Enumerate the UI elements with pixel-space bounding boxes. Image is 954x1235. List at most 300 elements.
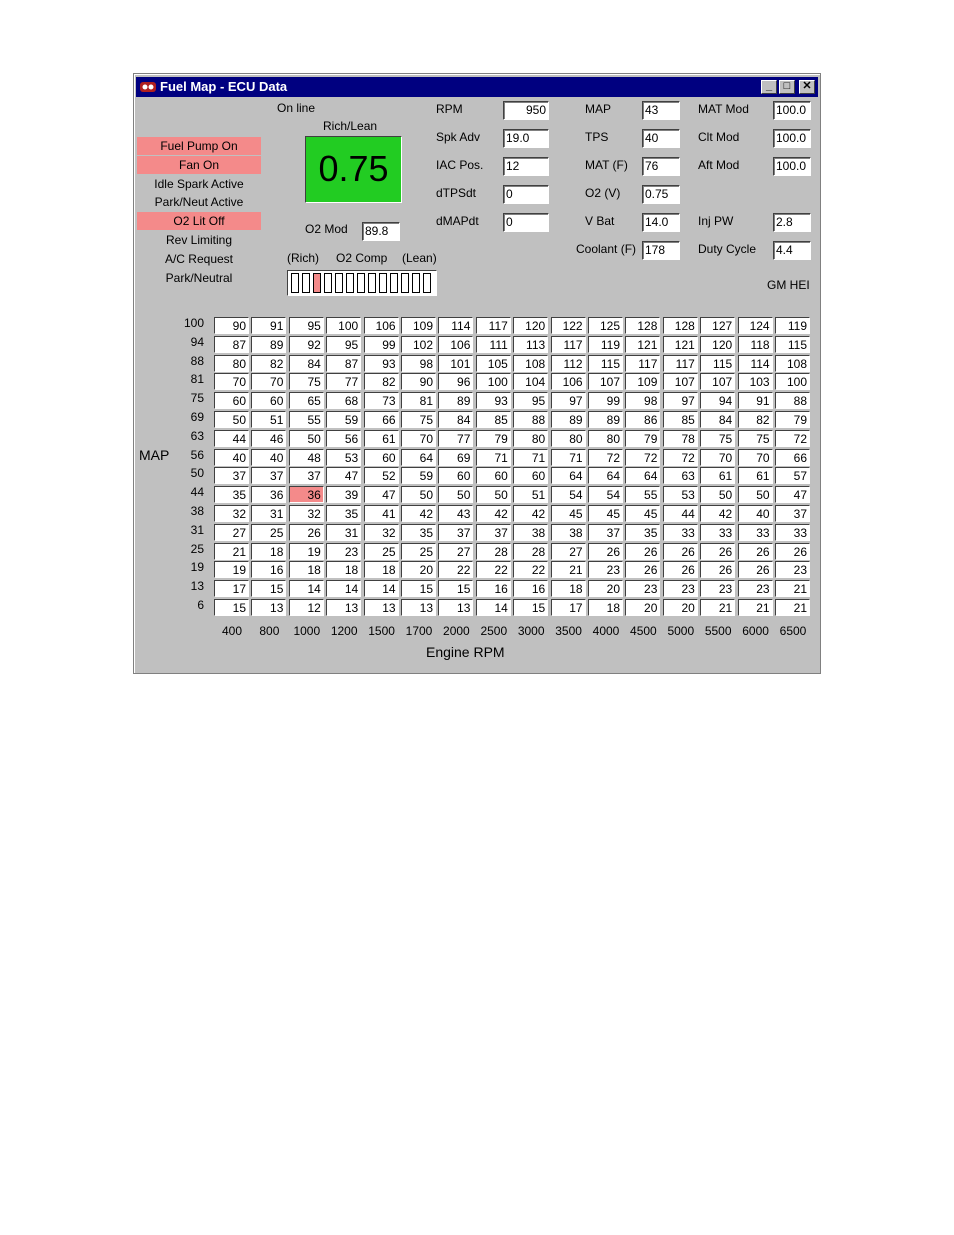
table-cell[interactable]: 35 [326, 505, 361, 522]
table-cell[interactable]: 77 [438, 430, 473, 447]
table-cell[interactable]: 33 [700, 524, 735, 541]
table-cell[interactable]: 64 [551, 467, 586, 484]
table-cell[interactable]: 51 [513, 486, 548, 503]
table-cell[interactable]: 18 [364, 561, 399, 578]
table-cell[interactable]: 86 [625, 411, 660, 428]
table-cell[interactable]: 82 [251, 355, 286, 372]
table-cell[interactable]: 106 [551, 373, 586, 390]
table-cell[interactable]: 107 [588, 373, 623, 390]
table-cell[interactable]: 111 [476, 336, 511, 353]
table-cell[interactable]: 21 [775, 599, 810, 616]
table-cell[interactable]: 114 [438, 317, 473, 334]
table-cell[interactable]: 89 [251, 336, 286, 353]
table-cell[interactable]: 99 [364, 336, 399, 353]
table-cell[interactable]: 35 [625, 524, 660, 541]
map-axis-label: MAP [139, 447, 170, 463]
rpm-axis-value: 1000 [293, 624, 321, 638]
table-cell[interactable]: 25 [251, 524, 286, 541]
table-cell[interactable]: 56 [326, 430, 361, 447]
status-item: Park/Neut Active [154, 195, 244, 210]
rpm-axis-value: 400 [221, 624, 243, 638]
table-cell[interactable]: 72 [663, 449, 698, 466]
minimize-button[interactable]: _ [761, 80, 777, 94]
table-cell[interactable]: 108 [513, 355, 548, 372]
table-cell[interactable]: 80 [551, 430, 586, 447]
table-cell[interactable]: 114 [738, 355, 773, 372]
table-cell[interactable]: 61 [738, 467, 773, 484]
table-cell[interactable]: 128 [625, 317, 660, 334]
table-cell[interactable]: 117 [476, 317, 511, 334]
table-cell[interactable]: 14 [364, 580, 399, 597]
table-cell[interactable]: 50 [700, 486, 735, 503]
table-cell[interactable]: 78 [663, 430, 698, 447]
table-cell[interactable]: 50 [738, 486, 773, 503]
table-cell[interactable]: 97 [663, 392, 698, 409]
table-cell[interactable]: 13 [401, 599, 436, 616]
table-cell[interactable]: 91 [738, 392, 773, 409]
table-cell[interactable]: 13 [326, 599, 361, 616]
table-cell[interactable]: 40 [738, 505, 773, 522]
table-cell[interactable]: 35 [401, 524, 436, 541]
table-cell[interactable]: 53 [326, 449, 361, 466]
table-cell[interactable]: 18 [289, 561, 324, 578]
param-field[interactable]: 950 [503, 101, 549, 120]
table-cell[interactable]: 13 [438, 599, 473, 616]
table-cell[interactable]: 75 [401, 411, 436, 428]
table-cell[interactable]: 80 [214, 355, 249, 372]
table-cell[interactable]: 64 [401, 449, 436, 466]
table-cell[interactable]: 85 [476, 411, 511, 428]
table-cell[interactable]: 53 [663, 486, 698, 503]
gm-hei-label: GM HEI [767, 278, 810, 292]
table-cell[interactable]: 26 [738, 561, 773, 578]
table-cell[interactable]: 17 [551, 599, 586, 616]
table-cell[interactable]: 60 [214, 392, 249, 409]
table-cell[interactable]: 127 [700, 317, 735, 334]
table-cell[interactable]: 32 [364, 524, 399, 541]
table-cell[interactable]: 35 [214, 486, 249, 503]
table-cell[interactable]: 85 [663, 411, 698, 428]
table-cell[interactable]: 119 [775, 317, 810, 334]
table-cell[interactable]: 70 [738, 449, 773, 466]
table-cell[interactable]: 68 [326, 392, 361, 409]
param-field[interactable]: 4.4 [773, 241, 811, 260]
param-field[interactable]: 100.0 [773, 129, 811, 148]
param-field[interactable]: 14.0 [642, 213, 680, 232]
rpm-axis-value: 2000 [443, 624, 470, 638]
table-cell[interactable]: 37 [438, 524, 473, 541]
table-cell[interactable]: 33 [738, 524, 773, 541]
table-cell[interactable]: 20 [401, 561, 436, 578]
table-cell[interactable]: 65 [289, 392, 324, 409]
table-cell[interactable]: 33 [775, 524, 810, 541]
map-axis-value: 6 [197, 598, 204, 612]
table-cell[interactable]: 50 [289, 430, 324, 447]
table-cell[interactable]: 37 [289, 467, 324, 484]
table-cell[interactable]: 70 [214, 373, 249, 390]
table-cell[interactable]: 89 [551, 411, 586, 428]
table-cell[interactable]: 14 [326, 580, 361, 597]
table-cell[interactable]: 26 [289, 524, 324, 541]
table-cell[interactable]: 100 [476, 373, 511, 390]
table-cell[interactable]: 107 [663, 373, 698, 390]
table-cell[interactable]: 17 [214, 580, 249, 597]
table-cell[interactable]: 115 [700, 355, 735, 372]
table-cell[interactable]: 37 [476, 524, 511, 541]
table-cell[interactable]: 117 [551, 336, 586, 353]
table-cell[interactable]: 120 [513, 317, 548, 334]
table-cell[interactable]: 66 [364, 411, 399, 428]
table-cell[interactable]: 71 [513, 449, 548, 466]
table-cell[interactable]: 25 [364, 543, 399, 560]
table-cell[interactable]: 26 [625, 543, 660, 560]
table-cell[interactable]: 20 [663, 599, 698, 616]
table-cell[interactable]: 42 [476, 505, 511, 522]
table-cell[interactable]: 44 [214, 430, 249, 447]
table-cell[interactable]: 59 [326, 411, 361, 428]
table-cell[interactable]: 22 [438, 561, 473, 578]
table-cell[interactable]: 105 [476, 355, 511, 372]
table-cell[interactable]: 89 [438, 392, 473, 409]
table-cell[interactable]: 97 [551, 392, 586, 409]
table-cell[interactable]: 19 [289, 543, 324, 560]
table-cell[interactable]: 93 [364, 355, 399, 372]
table-cell[interactable]: 46 [251, 430, 286, 447]
table-cell[interactable]: 48 [289, 449, 324, 466]
table-cell[interactable]: 108 [775, 355, 810, 372]
table-cell[interactable]: 36 [251, 486, 286, 503]
table-cell[interactable]: 87 [214, 336, 249, 353]
table-cell[interactable]: 101 [438, 355, 473, 372]
table-cell[interactable]: 21 [214, 543, 249, 560]
param-field[interactable]: 178 [642, 241, 680, 260]
table-cell[interactable]: 124 [738, 317, 773, 334]
table-cell[interactable]: 40 [251, 449, 286, 466]
table-cell[interactable]: 107 [700, 373, 735, 390]
table-cell[interactable]: 77 [326, 373, 361, 390]
table-cell[interactable]: 33 [663, 524, 698, 541]
table-cell[interactable]: 64 [625, 467, 660, 484]
table-cell[interactable]: 26 [738, 543, 773, 560]
table-cell[interactable]: 23 [663, 580, 698, 597]
table-cell[interactable]: 26 [663, 561, 698, 578]
table-cell[interactable]: 16 [251, 561, 286, 578]
table-cell[interactable]: 75 [289, 373, 324, 390]
table-cell[interactable]: 90 [214, 317, 249, 334]
table-cell[interactable]: 118 [738, 336, 773, 353]
table-cell[interactable]: 23 [738, 580, 773, 597]
table-cell[interactable]: 20 [625, 599, 660, 616]
table-cell[interactable]: 26 [588, 543, 623, 560]
table-cell[interactable]: 37 [214, 467, 249, 484]
rpm-axis-value: 2500 [480, 624, 508, 638]
table-cell[interactable]: 89 [588, 411, 623, 428]
table-cell[interactable]: 81 [401, 392, 436, 409]
table-row [214, 336, 812, 354]
table-cell[interactable]: 60 [513, 467, 548, 484]
table-cell[interactable]: 95 [326, 336, 361, 353]
table-cell[interactable]: 38 [513, 524, 548, 541]
table-cell[interactable]: 79 [476, 430, 511, 447]
table-cell[interactable]: 95 [513, 392, 548, 409]
table-cell[interactable]: 40 [214, 449, 249, 466]
table-cell[interactable]: 91 [251, 317, 286, 334]
table-cell[interactable]: 21 [738, 599, 773, 616]
table-cell[interactable]: 61 [700, 467, 735, 484]
table-cell[interactable]: 32 [214, 505, 249, 522]
table-cell[interactable]: 41 [364, 505, 399, 522]
table-cell[interactable]: 121 [663, 336, 698, 353]
table-cell[interactable]: 80 [588, 430, 623, 447]
table-cell[interactable]: 19 [214, 561, 249, 578]
table-row [214, 561, 812, 579]
table-cell[interactable]: 117 [663, 355, 698, 372]
table-cell[interactable]: 117 [625, 355, 660, 372]
o2-comp-lean-label: (Lean) [402, 251, 437, 265]
table-cell[interactable]: 104 [513, 373, 548, 390]
table-cell[interactable]: 88 [513, 411, 548, 428]
param-field[interactable]: 0.75 [642, 185, 680, 204]
table-cell[interactable]: 42 [700, 505, 735, 522]
table-cell[interactable]: 26 [700, 543, 735, 560]
param-field[interactable]: 0 [503, 185, 549, 204]
map-axis-value: 69 [190, 410, 204, 424]
table-cell[interactable]: 26 [625, 561, 660, 578]
table-cell[interactable]: 23 [625, 580, 660, 597]
param-field[interactable]: 12 [503, 157, 549, 176]
table-cell[interactable]: 84 [700, 411, 735, 428]
table-row [214, 467, 812, 485]
table-cell[interactable]: 106 [438, 336, 473, 353]
table-cell[interactable]: 23 [326, 543, 361, 560]
table-cell[interactable]: 18 [588, 599, 623, 616]
table-cell[interactable]: 52 [364, 467, 399, 484]
table-cell[interactable]: 50 [401, 486, 436, 503]
table-cell[interactable]: 27 [214, 524, 249, 541]
table-cell[interactable]: 87 [326, 355, 361, 372]
table-cell[interactable]: 72 [625, 449, 660, 466]
table-cell[interactable]: 60 [364, 449, 399, 466]
table-cell[interactable]: 13 [251, 599, 286, 616]
table-cell[interactable]: 27 [438, 543, 473, 560]
table-cell[interactable]: 79 [775, 411, 810, 428]
table-cell[interactable]: 44 [663, 505, 698, 522]
table-cell[interactable]: 50 [438, 486, 473, 503]
table-cell[interactable]: 63 [663, 467, 698, 484]
table-cell[interactable]: 122 [551, 317, 586, 334]
table-cell[interactable]: 92 [289, 336, 324, 353]
table-row [214, 317, 812, 335]
status-item: O2 Lit Off [137, 212, 261, 230]
table-cell[interactable]: 84 [289, 355, 324, 372]
table-cell[interactable]: 70 [251, 373, 286, 390]
table-cell[interactable]: 15 [513, 599, 548, 616]
table-cell[interactable]: 115 [588, 355, 623, 372]
table-cell[interactable]: 47 [326, 467, 361, 484]
table-cell[interactable]: 66 [775, 449, 810, 466]
table-cell[interactable]: 120 [700, 336, 735, 353]
table-cell[interactable]: 22 [513, 561, 548, 578]
table-cell[interactable]: 96 [438, 373, 473, 390]
table-cell[interactable]: 23 [700, 580, 735, 597]
table-cell[interactable]: 99 [588, 392, 623, 409]
status-item: A/C Request [164, 251, 234, 266]
table-cell[interactable]: 25 [401, 543, 436, 560]
param-field[interactable]: 19.0 [503, 129, 549, 148]
table-cell[interactable]: 98 [625, 392, 660, 409]
table-cell[interactable]: 21 [700, 599, 735, 616]
table-cell[interactable]: 75 [700, 430, 735, 447]
table-cell[interactable]: 84 [438, 411, 473, 428]
table-cell[interactable]: 72 [775, 430, 810, 447]
table-cell[interactable]: 80 [513, 430, 548, 447]
param-field[interactable]: 76 [642, 157, 680, 176]
param-field[interactable]: 40 [642, 129, 680, 148]
table-cell[interactable]: 37 [588, 524, 623, 541]
table-cell[interactable]: 112 [551, 355, 586, 372]
table-cell[interactable]: 26 [775, 543, 810, 560]
table-row [214, 505, 812, 523]
table-cell[interactable]: 27 [551, 543, 586, 560]
param-field[interactable]: 100.0 [773, 157, 811, 176]
table-cell[interactable]: 59 [401, 467, 436, 484]
table-cell[interactable]: 60 [251, 392, 286, 409]
param-field[interactable]: 43 [642, 101, 680, 120]
table-cell[interactable]: 28 [513, 543, 548, 560]
table-cell[interactable]: 31 [326, 524, 361, 541]
table-cell[interactable]: 61 [364, 430, 399, 447]
table-cell[interactable]: 72 [588, 449, 623, 466]
table-cell[interactable]: 93 [476, 392, 511, 409]
table-cell[interactable]: 70 [700, 449, 735, 466]
table-cell[interactable]: 47 [364, 486, 399, 503]
table-cell[interactable]: 51 [251, 411, 286, 428]
map-axis-value: 19 [190, 560, 204, 575]
table-cell[interactable]: 128 [663, 317, 698, 334]
param-field[interactable]: 2.8 [773, 213, 811, 232]
table-cell[interactable]: 100 [775, 373, 810, 390]
table-cell[interactable]: 45 [588, 505, 623, 522]
table-cell[interactable]: 18 [551, 580, 586, 597]
close-button[interactable]: ✕ [799, 80, 815, 94]
table-cell[interactable]: 42 [513, 505, 548, 522]
table-cell[interactable]: 100 [326, 317, 361, 334]
table-cell[interactable]: 88 [775, 392, 810, 409]
table-cell[interactable]: 95 [289, 317, 324, 334]
table-cell[interactable]: 36 [289, 486, 324, 503]
title-bar[interactable] [136, 77, 818, 97]
table-cell[interactable]: 57 [775, 467, 810, 484]
table-cell[interactable]: 47 [775, 486, 810, 503]
table-cell[interactable]: 15 [438, 580, 473, 597]
table-cell[interactable]: 125 [588, 317, 623, 334]
table-cell[interactable]: 15 [214, 599, 249, 616]
table-cell[interactable]: 14 [476, 599, 511, 616]
table-cell[interactable]: 55 [625, 486, 660, 503]
table-cell[interactable]: 71 [476, 449, 511, 466]
table-cell[interactable]: 55 [289, 411, 324, 428]
table-cell[interactable]: 79 [625, 430, 660, 447]
o2-mod-field[interactable]: 89.8 [362, 222, 400, 241]
table-cell[interactable]: 21 [551, 561, 586, 578]
table-cell[interactable]: 45 [551, 505, 586, 522]
table-cell[interactable]: 50 [214, 411, 249, 428]
table-cell[interactable]: 28 [476, 543, 511, 560]
table-cell[interactable]: 54 [551, 486, 586, 503]
table-cell[interactable]: 38 [551, 524, 586, 541]
table-cell[interactable]: 102 [401, 336, 436, 353]
table-cell[interactable]: 39 [326, 486, 361, 503]
table-cell[interactable]: 60 [476, 467, 511, 484]
table-cell[interactable]: 109 [401, 317, 436, 334]
table-cell[interactable]: 109 [625, 373, 660, 390]
table-cell[interactable]: 106 [364, 317, 399, 334]
table-cell[interactable]: 75 [738, 430, 773, 447]
table-cell[interactable]: 113 [513, 336, 548, 353]
table-cell[interactable]: 26 [663, 543, 698, 560]
table-cell[interactable]: 71 [551, 449, 586, 466]
table-cell[interactable]: 31 [251, 505, 286, 522]
o2-comp-segment [357, 273, 365, 293]
table-cell[interactable]: 16 [513, 580, 548, 597]
table-cell[interactable]: 121 [625, 336, 660, 353]
table-cell[interactable]: 94 [700, 392, 735, 409]
table-cell[interactable]: 103 [738, 373, 773, 390]
table-cell[interactable]: 82 [738, 411, 773, 428]
table-cell[interactable]: 22 [476, 561, 511, 578]
table-cell[interactable]: 42 [401, 505, 436, 522]
table-cell[interactable]: 98 [401, 355, 436, 372]
table-cell[interactable]: 115 [775, 336, 810, 353]
table-cell[interactable]: 23 [588, 561, 623, 578]
table-cell[interactable]: 16 [476, 580, 511, 597]
table-cell[interactable]: 18 [251, 543, 286, 560]
table-cell[interactable]: 73 [364, 392, 399, 409]
table-cell[interactable]: 54 [588, 486, 623, 503]
param-field[interactable]: 100.0 [773, 101, 811, 120]
table-cell[interactable]: 13 [364, 599, 399, 616]
o2-comp-segment [401, 273, 409, 293]
table-cell[interactable]: 20 [588, 580, 623, 597]
table-cell[interactable]: 15 [251, 580, 286, 597]
table-cell[interactable]: 32 [289, 505, 324, 522]
param-label: V Bat [585, 214, 615, 228]
fuel-map-window [133, 73, 821, 674]
table-cell[interactable]: 45 [625, 505, 660, 522]
table-cell[interactable]: 70 [401, 430, 436, 447]
table-cell[interactable]: 37 [251, 467, 286, 484]
table-cell[interactable]: 12 [289, 599, 324, 616]
map-axis-value: 50 [190, 466, 204, 481]
table-cell[interactable]: 69 [438, 449, 473, 466]
maximize-button[interactable]: □ [779, 80, 795, 94]
table-cell[interactable]: 64 [588, 467, 623, 484]
table-cell[interactable]: 119 [588, 336, 623, 353]
table-cell[interactable]: 43 [438, 505, 473, 522]
table-cell[interactable]: 60 [438, 467, 473, 484]
table-cell[interactable]: 90 [401, 373, 436, 390]
table-cell[interactable]: 82 [364, 373, 399, 390]
table-cell[interactable]: 50 [476, 486, 511, 503]
table-cell[interactable]: 26 [700, 561, 735, 578]
table-cell[interactable]: 18 [326, 561, 361, 578]
table-cell[interactable]: 23 [775, 561, 810, 578]
table-cell[interactable]: 14 [289, 580, 324, 597]
table-cell[interactable]: 37 [775, 505, 810, 522]
table-cell[interactable]: 21 [775, 580, 810, 597]
param-field[interactable]: 0 [503, 213, 549, 232]
table-cell[interactable]: 15 [401, 580, 436, 597]
